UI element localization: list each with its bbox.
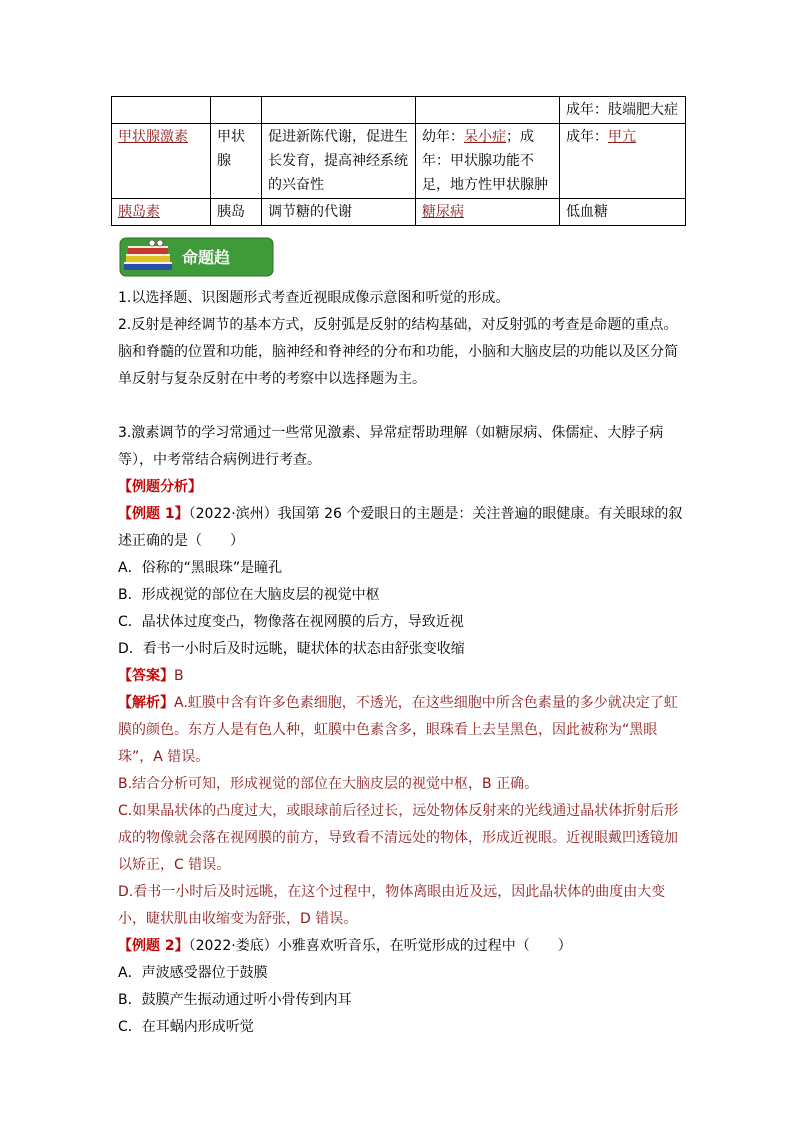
option-item: A．俗称的“黑眼珠”是瞳孔 <box>118 560 283 576</box>
table-cell <box>112 124 211 199</box>
answer-value: B <box>174 668 184 684</box>
trend-item: 3.激素调节的学习常通过一些常见激素、异常症帮助理解（如糖尿病、侏儒症、大脖子病等），中考常结合病例进行考查。 <box>118 425 664 468</box>
trend-item: 2.反射是神经调节的基本方式，反射弧是反射的结构基础，对反射弧的考查是命题的重点。脑和脊髓的位置和功能，脑神经和脊神经的分布和功能，小脑和大脑皮层的功能以及区分简单反射与复杂反射在中考的考察中以选择题为主。 <box>118 317 678 387</box>
question-text: （2022·滨州）我国第 26 个爱眼日的主题是：关注普遍的眼健康。有关眼球的叙述正确的是（ ） <box>118 506 683 549</box>
table-cell <box>416 97 560 124</box>
option-item: B．鼓膜产生振动通过听小骨传到内耳 <box>118 992 352 1008</box>
analysis-paragraph: B.结合分析可知，形成视觉的部位在大脑皮层的视觉中枢，B 正确。 <box>118 776 539 792</box>
cell-text: 成年： <box>566 129 608 145</box>
analysis-paragraph: D.看书一小时后及时远眺，在这个过程中，物体离眼由近及远，因此晶状体的曲度由大变小，睫状肌由收缩变为舒张，D 错误。 <box>118 884 666 927</box>
disease-name: 甲亢 <box>608 129 636 145</box>
trend-item: 1.以选择题、识图题形式考查近视眼成像示意图和听觉的形成。 <box>118 290 510 306</box>
option-item: C．晶状体过度变凸，物像落在视网膜的后方，导致近视 <box>118 614 464 630</box>
table-cell <box>211 97 262 124</box>
example-label: 【例题 2】 <box>118 938 189 954</box>
example-1-question <box>118 501 684 555</box>
table-cell: 成年：肢端肥大症 <box>560 97 686 124</box>
hormone-name: 甲状腺激素 <box>118 129 188 145</box>
option-item: C．在耳蜗内形成听觉 <box>118 1019 254 1035</box>
answer-line <box>118 663 684 690</box>
question-text: （2022·娄底）小雅喜欢听音乐，在听觉形成的过程中（ ） <box>188 938 572 954</box>
section-title <box>118 474 684 501</box>
table-cell <box>416 199 560 226</box>
table-row <box>112 124 686 199</box>
table-cell <box>112 199 211 226</box>
table-cell <box>416 124 560 199</box>
cell-text: ；成年：甲状腺功能不足，地方性甲状腺肿 <box>422 129 548 193</box>
banner-text: 命题趋 <box>182 248 231 267</box>
section-title-text: 【例题分析】 <box>118 479 202 495</box>
table-row <box>112 97 686 124</box>
hormone-table <box>111 96 686 226</box>
disease-name: 呆小症 <box>464 129 506 145</box>
table-cell <box>262 97 416 124</box>
option-item: A．声波感受器位于鼓膜 <box>118 965 268 981</box>
table-cell <box>112 97 211 124</box>
disease-name: 糖尿病 <box>422 204 464 220</box>
table-cell: 促进新陈代谢，促进生长发育，提高神经系统的兴奋性 <box>262 124 416 199</box>
hormone-name: 胰岛素 <box>118 204 160 220</box>
proposition-trend-banner <box>118 236 275 278</box>
table-row <box>112 199 686 226</box>
table-cell: 调节糖的代谢 <box>262 199 416 226</box>
example-label: 【例题 1】 <box>118 506 189 522</box>
analysis-paragraph: C.如果晶状体的凸度过大，或眼球前后径过长，远处物体反射来的光线通过晶状体折射后形成的物像就会落在视网膜的前方，导致看不清远处的物体，形成近视眼。近视眼戴凹透镜加以矫正，C 错误。 <box>118 803 679 873</box>
table-cell: 低血糖 <box>560 199 686 226</box>
cell-text: 幼年： <box>422 129 464 145</box>
example-2-question <box>118 933 684 960</box>
table-cell <box>560 124 686 199</box>
option-item: B．形成视觉的部位在大脑皮层的视觉中枢 <box>118 587 380 603</box>
table-cell: 胰岛 <box>211 199 262 226</box>
answer-label: 【答案】 <box>118 668 174 684</box>
analysis-paragraph <box>118 690 684 771</box>
option-item: D．看书一小时后及时远眺，睫状体的状态由舒张变收缩 <box>118 641 465 657</box>
analysis-text: A.虹膜中含有许多色素细胞，不透光，在这些细胞中所含色素量的多少就决定了虹膜的颜色。东方人是有色人种，虹膜中色素含多，眼珠看上去呈黑色，因此被称为“黑眼珠”，A 错误。 <box>118 695 678 765</box>
analysis-label: 【解析】 <box>118 695 174 711</box>
table-cell: 甲状腺 <box>211 124 262 199</box>
